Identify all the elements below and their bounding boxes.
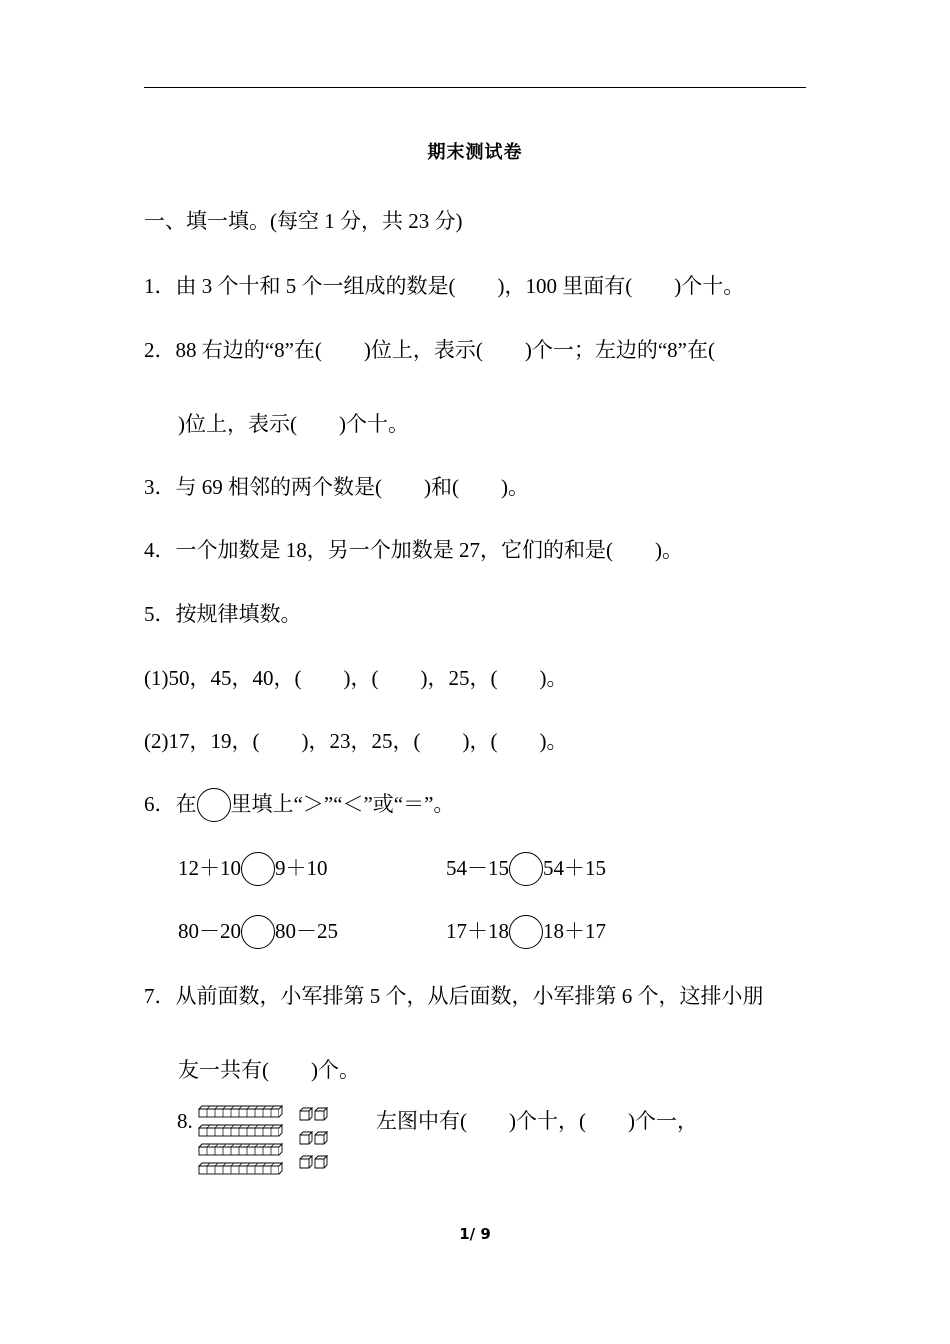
comparison-left: 17＋18 [446, 919, 509, 943]
comparison-right: 80－25 [275, 919, 338, 943]
ones-cube [300, 1156, 312, 1168]
ones-cubes [300, 1108, 327, 1168]
question-3: 3．与 69 相邻的两个数是( )和( )。 [144, 475, 529, 499]
comparison-3 [178, 918, 338, 944]
question-2-line-1: 2．88 右边的“8”在( )位上，表示( )个一；左边的“8”在( [144, 338, 715, 362]
compare-circle-icon [197, 788, 231, 822]
comparison-left: 12＋10 [178, 856, 241, 880]
question-5-sub-1: (1)50，45，40，( )，( )，25，( )。 [144, 666, 568, 690]
question-7-line-2: 友一共有( )个。 [178, 1058, 360, 1082]
tens-rod [199, 1163, 282, 1174]
question-6-prefix: 6．在 [144, 792, 197, 816]
question-6-suffix: 里填上“＞”“＜”或“＝”。 [230, 792, 455, 816]
question-7-line-1: 7．从前面数，小军排第 5 个，从后面数，小军排第 6 个，这排小朋 [144, 984, 764, 1008]
question-1: 1．由 3 个十和 5 个一组成的数是( )，100 里面有( )个十。 [144, 274, 745, 298]
question-4: 4．一个加数是 18，另一个加数是 27，它们的和是( )。 [144, 538, 683, 562]
ones-cube [300, 1108, 312, 1120]
comparison-right: 18＋17 [543, 919, 606, 943]
tens-rods [199, 1106, 282, 1174]
question-5: 5．按规律填数。 [144, 602, 302, 626]
page-title: 期末测试卷 [427, 142, 523, 163]
answer-circle[interactable] [241, 852, 275, 886]
ones-cube [315, 1132, 327, 1144]
answer-circle[interactable] [241, 915, 275, 949]
comparison-4 [446, 918, 606, 944]
ones-cube [300, 1132, 312, 1144]
question-6 [144, 791, 454, 817]
comparison-left: 80－20 [178, 919, 241, 943]
comparison-left: 54－15 [446, 856, 509, 880]
comparison-right: 9＋10 [275, 856, 328, 880]
section-heading: 一、填一填。(每空 1 分，共 23 分) [144, 209, 463, 233]
ones-cube [315, 1156, 327, 1168]
comparison-right: 54＋15 [543, 856, 606, 880]
answer-circle[interactable] [509, 915, 543, 949]
question-8-number: 8. [177, 1109, 193, 1133]
tens-rod [199, 1144, 282, 1155]
answer-circle[interactable] [509, 852, 543, 886]
question-8: 左图中有( )个十，( )个一， [376, 1109, 698, 1133]
question-5-sub-2: (2)17，19，( )，23，25，( )，( )。 [144, 729, 568, 753]
comparison-1 [178, 855, 328, 881]
page-number: 1/ 9 [459, 1225, 491, 1243]
header-rule [144, 87, 806, 88]
tens-rod [199, 1125, 282, 1136]
comparison-2 [446, 855, 606, 881]
ones-cube [315, 1108, 327, 1120]
tens-rod [199, 1106, 282, 1117]
counting-blocks-figure [196, 1102, 346, 1182]
question-2-line-2: )位上，表示( )个十。 [178, 412, 409, 436]
